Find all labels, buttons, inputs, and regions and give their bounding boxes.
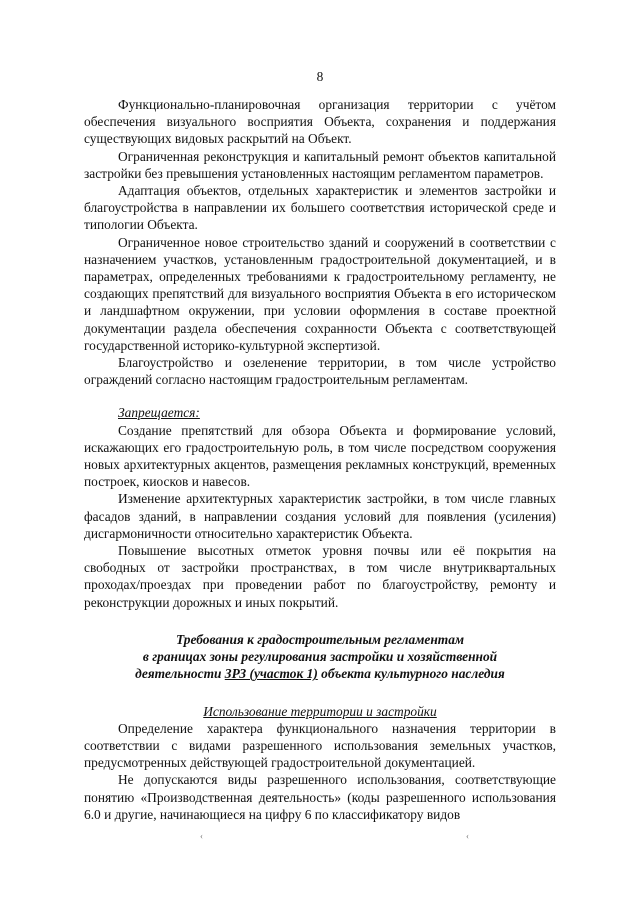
paragraph: Благоустройство и озеленение территории, в том числе устройство ограждений согласно настоящим градостроительным регламентам. bbox=[84, 355, 556, 388]
paragraph: Изменение архитектурных характеристик застройки, в том числе главных фасадов зданий, в направлении создания условий для появления (усиления) дисгармоничности относительно характеристик Объекта. bbox=[84, 491, 556, 541]
section-title-prefix: деятельности bbox=[135, 666, 225, 682]
prohibited-heading: Запрещается: bbox=[118, 405, 200, 421]
spacer bbox=[84, 683, 556, 703]
paragraph: Ограниченная реконструкция и капитальный ремонт объектов капитальной застройки без превышения установленных настоящим регламентом параметров. bbox=[84, 148, 556, 181]
page-number: 8 bbox=[316, 69, 324, 84]
subheading: Использование территории и застройки bbox=[203, 703, 437, 719]
spacer bbox=[84, 611, 556, 631]
section-title-line: Требования к градостроительным регламентам bbox=[175, 631, 465, 647]
zone-code: ЗРЗ (участок 1) bbox=[224, 666, 318, 682]
spacer bbox=[84, 388, 556, 404]
paragraph: Не допускаются виды разрешенного использования, соответствующие понятию «Производственная деятельность» (коды разрешенного использования 6.0 и другие, начинающиеся на цифру 6 по классификатору видов bbox=[84, 772, 556, 822]
section-title-suffix: объекта культурного наследия bbox=[317, 666, 505, 682]
scan-mark-icon: ‹ bbox=[466, 831, 469, 841]
section-title-line bbox=[84, 665, 556, 682]
paragraph: Адаптация объектов, отдельных характеристик и элементов застройки и благоустройства в направлении их большего соответствия исторической среде и типологии Объекта. bbox=[84, 183, 556, 233]
paragraph: Повышение высотных отметок уровня почвы или её покрытия на свободных от застройки пространствах, в том числе внутриквартальных проходах/проездах при проведении работ по благоустройству, ремонту и реконструкции дорожных и иных покрытий. bbox=[84, 543, 556, 610]
scan-mark-icon: ‹ bbox=[200, 831, 203, 841]
section-title-line: в границах зоны регулирования застройки и хозяйственной bbox=[142, 649, 498, 665]
paragraph: Функционально-планировочная организация территории с учётом обеспечения визуального восприятия Объекта, сохранения и поддержания существующих видовых раскрытий на Объект. bbox=[84, 97, 556, 147]
document-body bbox=[84, 96, 556, 823]
paragraph: Ограниченное новое строительство зданий и сооружений в соответствии с назначением участков, установленным градостроительной документацией, и в параметрах, определенных требованиями к градостроительному регламенту, не создающих препятствий для визуального восприятия Объекта в его историческом и ландшафтном окружении, при условии оформления в составе проектной документации раздела обеспечения сохранности Объекта с соответствующей государственной историко-культурной экспертизой. bbox=[84, 234, 556, 353]
paragraph: Определение характера функционального назначения территории в соответствии с видами разрешенного использования земельных участков, предусмотренных действующей градостроительной документацией. bbox=[84, 720, 556, 771]
paragraph: Создание препятствий для обзора Объекта и формирование условий, искажающих его градостроительную роль, в том числе посредством сооружения новых архитектурных акцентов, размещения рекламных конструкций, временных построек, киосков и навесов. bbox=[84, 422, 556, 490]
